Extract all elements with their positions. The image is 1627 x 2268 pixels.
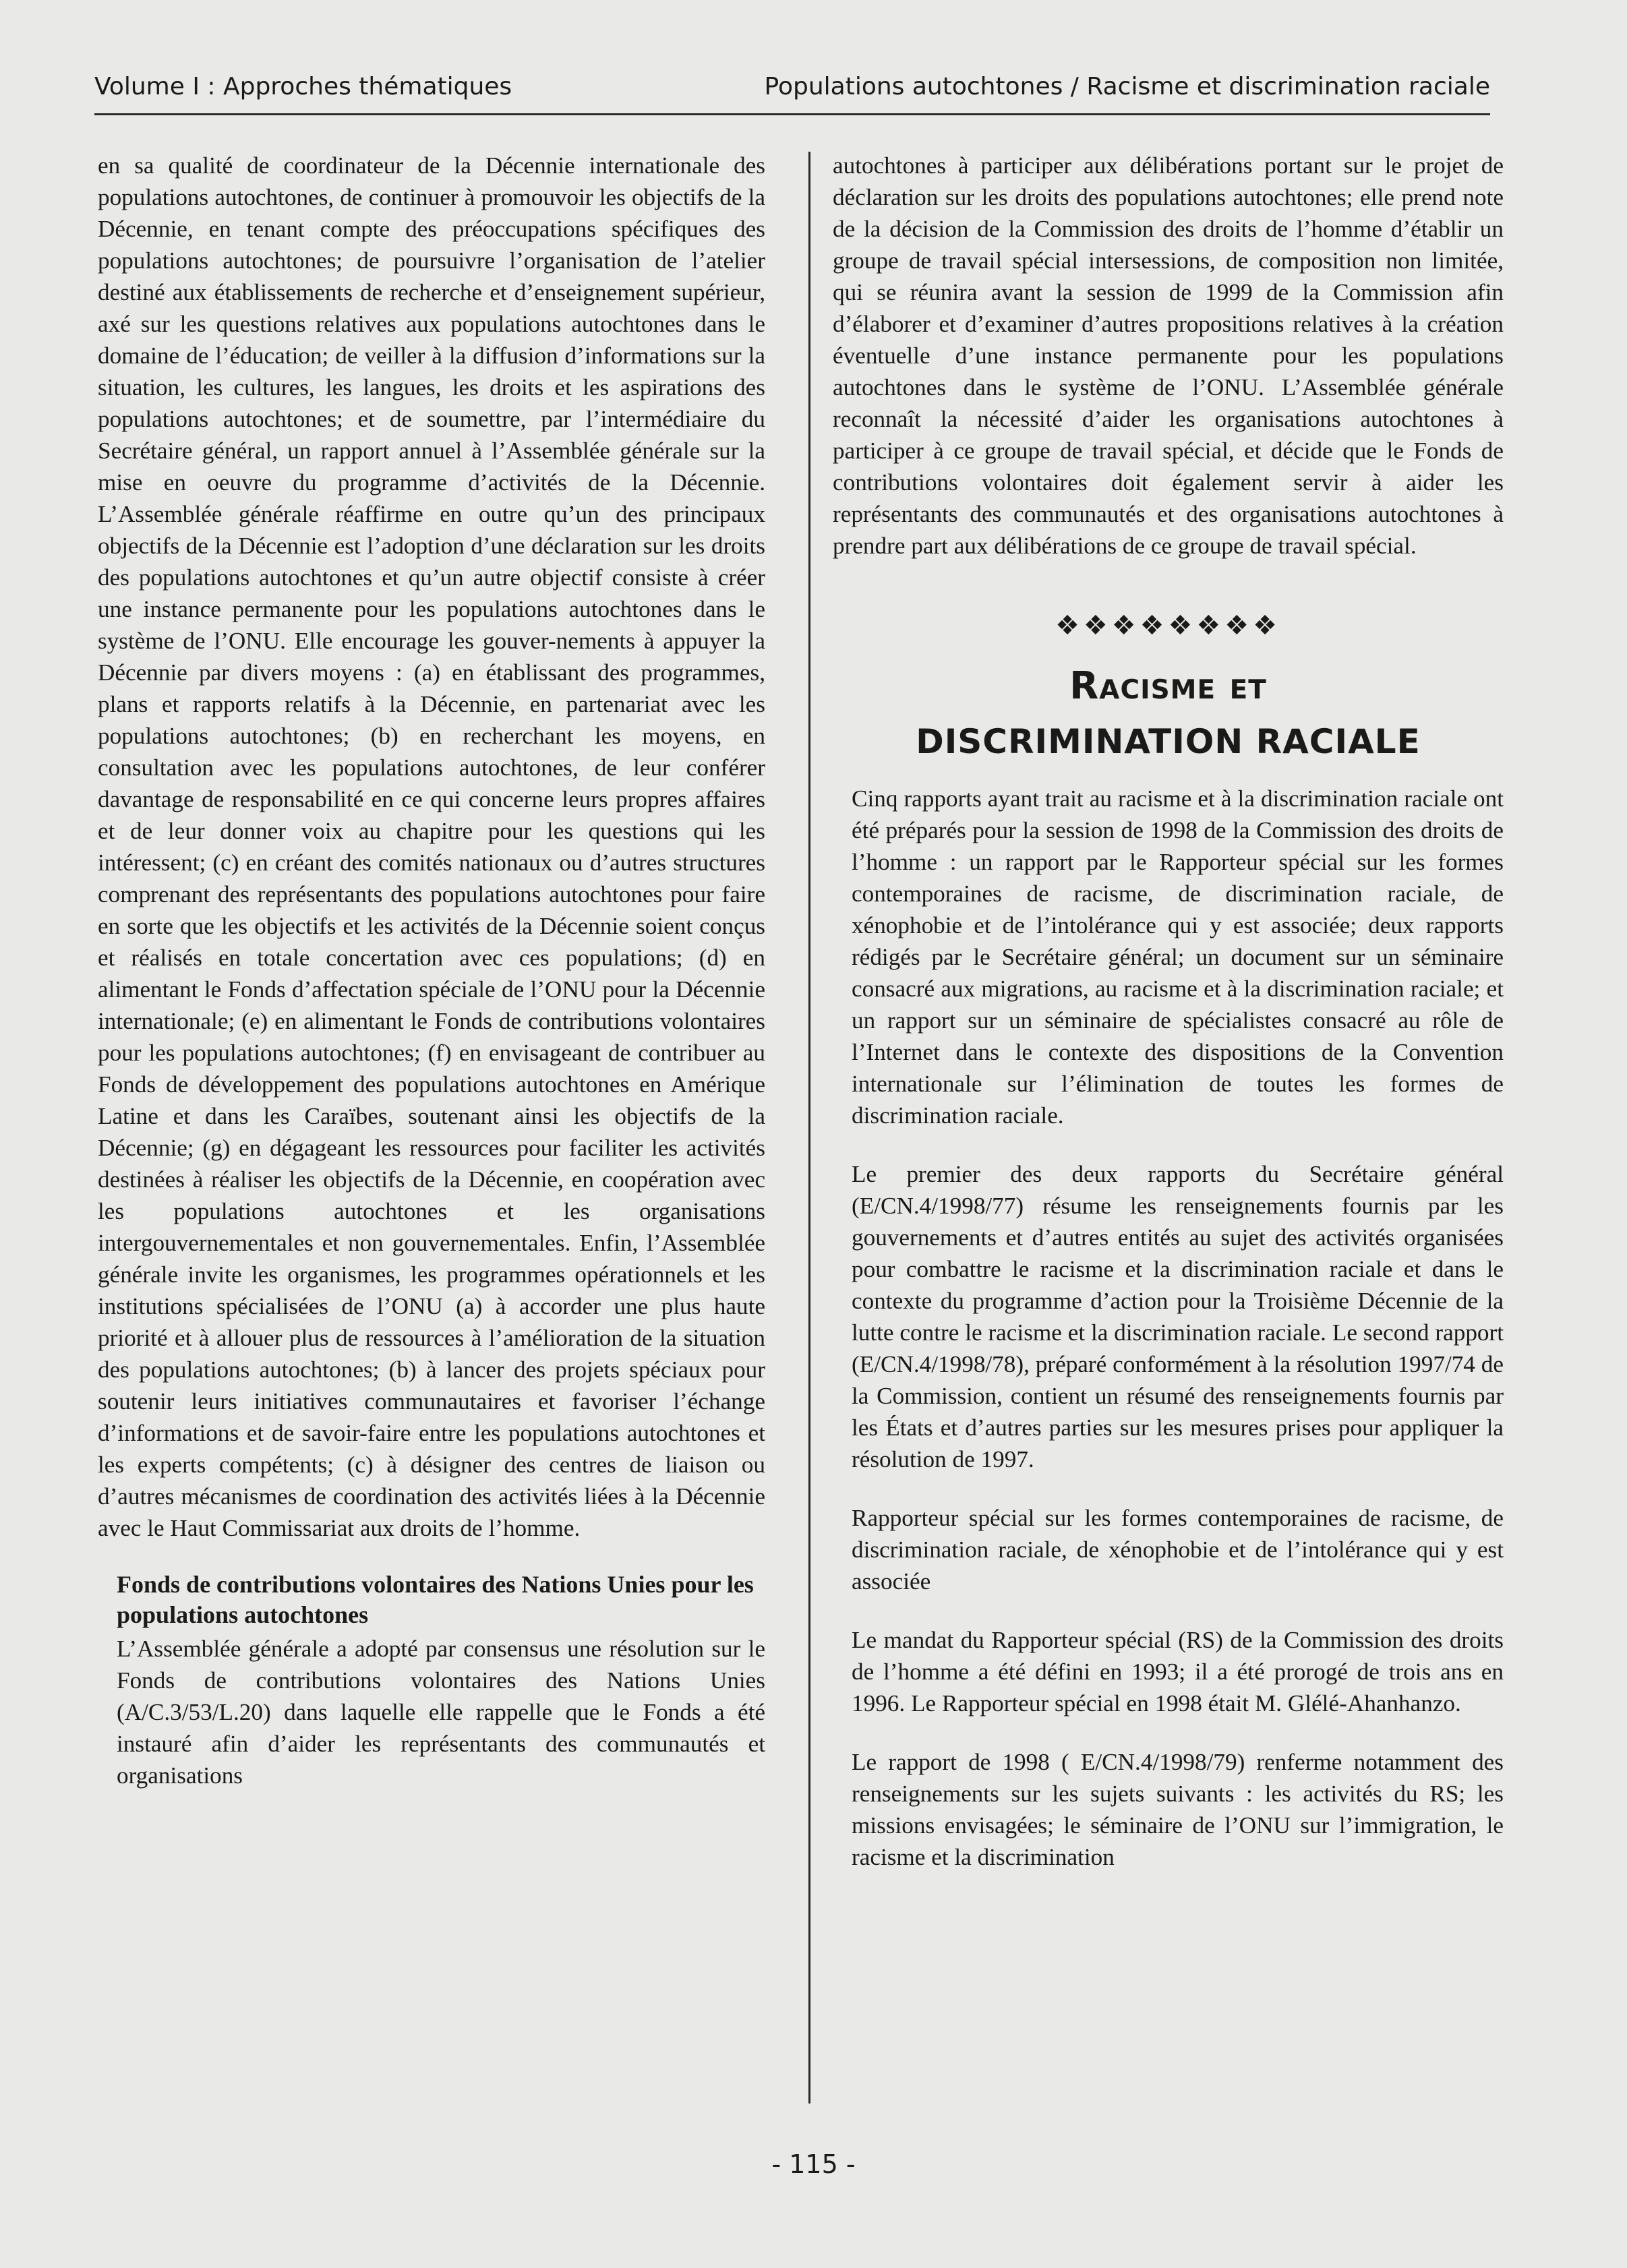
- running-header: [94, 73, 1490, 100]
- fund-paragraph: L’Assemblée générale a adopté par consensus une résolution sur le Fonds de contributions volontaires des Nations Unies (A/C.3/53/L.20) dans laquelle elle rappelle que le Fonds a été instauré afin d’aider les représentants des communautés et organisations: [117, 1636, 765, 1789]
- racism-paragraph-1: Cinq rapports ayant trait au racisme et à la discrimination raciale ont été préparés pour la session de 1998 de la Commission des droits de l’homme : un rapport par le Rapporteur spécial sur les formes contemporaines de racisme, de discrimination raciale, de xénophobie et de l’intolérance qui y est associée; deux rapports rédigés par le Secrétaire général; un document sur un séminaire consacré aux migrations, au racisme et à la discrimination raciale; et un rapport sur un séminaire de spécialistes consacré au rôle de l’Internet dans le contexte des dispositions de la Convention internationale sur l’élimination de toutes les formes de discrimination raciale.: [852, 785, 1504, 1129]
- racism-paragraph-2: Le premier des deux rapports du Secrétaire général (E/CN.4/1998/77) résume les renseignements fournis par les gouvernements et d’autres entités au sujet des activités organisées pour combattre le racisme et la discrimination raciale et dans le contexte du programme d’action pour la Troisième Décennie de la lutte contre le racisme et la discrimination raciale. Le second rapport (E/CN.4/1998/78), préparé conformément à la résolution 1997/74 de la Commission, contient un résumé des renseignements fournis par les États et d’autres parties sur les mesures prises pour appliquer la résolution de 1997.: [852, 1161, 1504, 1472]
- column-divider: [808, 152, 810, 2103]
- continuation-paragraph: autochtones à participer aux délibérations portant sur le projet de déclaration sur les droits des populations autochtones; elle prend note de la décision de la Commission des droits de l’homme d’établir un groupe de travail spécial intersessions, de composition non limitée, qui se réunira avant la session de 1999 de la Commission afin d’élaborer et d’examiner d’autres propositions relatives à la création éventuelle d’une instance permanente pour les populations autochtones dans le système de l’ONU. L’Assemblée générale reconnaît la nécessité d’aider les organisations autochtones à participer à ce groupe de travail spécial, et décide que le Fonds de contributions volontaires doit également servir à aider les représentants des communautés et des organisations autochtones à prendre part aux délibérations de ce groupe de travail spécial.: [833, 152, 1504, 559]
- rapporteur-heading: Rapporteur spécial sur les formes contemporaines de racisme, de discrimination raciale, de xénophobie et de l’intolérance qui y est associée: [852, 1505, 1504, 1594]
- left-column: [98, 150, 765, 1791]
- header-section-title: Populations autochtones / Racisme et discrimination raciale: [764, 73, 1490, 100]
- racism-paragraph-4: Le mandat du Rapporteur spécial (RS) de la Commission des droits de l’homme a été défini en 1993; il a été prorogé de trois ans en 1996. Le Rapporteur spécial en 1998 était M. Glélé-Ahanhanzo.: [852, 1627, 1504, 1717]
- right-column: [833, 150, 1504, 1873]
- racism-section-body: [833, 783, 1504, 1873]
- section-title-line1: Racisme et: [1069, 664, 1267, 708]
- section-ornament: ❖❖❖❖❖❖❖❖: [1055, 610, 1281, 641]
- header-volume-title: Volume I : Approches thématiques: [94, 73, 512, 100]
- racism-paragraph-5: Le rapport de 1998 ( E/CN.4/1998/79) renferme notamment des renseignements sur les sujets suivants : les activités du RS; les missions envisagées; le séminaire de l’ONU sur l’immigration, le racisme et la discrimination: [852, 1749, 1504, 1870]
- fund-subheading: Fonds de contributions volontaires des Nations Unies pour les populations autochtones: [117, 1571, 754, 1628]
- page-number: - 115 -: [771, 2149, 856, 2179]
- section-title-line2: DISCRIMINATION RACIALE: [916, 722, 1421, 761]
- fund-block: [98, 1633, 765, 1791]
- intro-paragraph: en sa qualité de coordinateur de la Décennie internationale des populations autochtones, de continuer à promouvoir les objectifs de la Décennie, en tenant compte des préoccupations spécifiques des populations autochtones; de poursuivre l’organisation de l’atelier destiné aux établissements de recherche et d’enseignement supérieur, axé sur les questions relatives aux populations autochtones dans le domaine de l’éducation; de veiller à la diffusion d’informations sur la situation, les cultures, les langues, les droits et les aspirations des populations autochtones; et de soumettre, par l’intermédiaire du Secrétaire général, un rapport annuel à l’Assemblée générale sur la mise en oeuvre du programme d’activités de la Décennie. L’Assemblée générale réaffirme en outre qu’un des principaux objectifs de la Décennie est l’adoption d’une déclaration sur les droits des populations autochtones et qu’un autre objectif consiste à créer une instance permanente pour les populations autochtones dans le système de l’ONU. Elle encourage les gouver-nements à appuyer la Décennie par divers moyens : (a) en établissant des programmes, plans et rapports relatifs à la Décennie, en partenariat avec les populations autochtones; (b) en recherchant les moyens, en consultation avec les populations autochtones, de leur conférer davantage de responsabilité en ce qui concerne leurs propres affaires et de leur donner voix au chapitre pour les questions qui les intéressent; (c) en créant des comités nationaux ou d’autres structures comprenant des représentants des populations autochtones pour faire en sorte que les objectifs et les activités de la Décennie soient conçus et réalisés en totale concertation avec ces populations; (d) en alimentant le Fonds d’affectation spéciale de l’ONU pour la Décennie internationale; (e) en alimentant le Fonds de contributions volontaires pour les populations autochtones; (f) en envisageant de contribuer au Fonds de développement des populations autochtones en Amérique Latine et dans les Caraïbes, soutenant ainsi les objectifs de la Décennie; (g) en dégageant les ressources pour faciliter les activités destinées à réaliser les objectifs de la Décennie, en coopération avec les populations autochtones et les organisations intergouvernementales et non gouvernementales. Enfin, l’Assemblée générale invite les organismes, les programmes opérationnels et les institutions spécialisées de l’ONU (a) à accorder une plus haute priorité et à allouer plus de ressources à l’amélioration de la situation des populations autochtones; (b) à lancer des projets spéciaux pour soutenir leurs initiatives communautaires et favoriser l’échange d’informations et de savoir-faire entre les populations autochtones et les experts compétents; (c) à désigner des centres de liaison ou d’autres mécanismes de coordination des activités liées à la Décennie avec le Haut Commissariat aux droits de l’homme.: [98, 152, 765, 1541]
- header-rule: [94, 113, 1490, 115]
- section-title: [833, 659, 1504, 769]
